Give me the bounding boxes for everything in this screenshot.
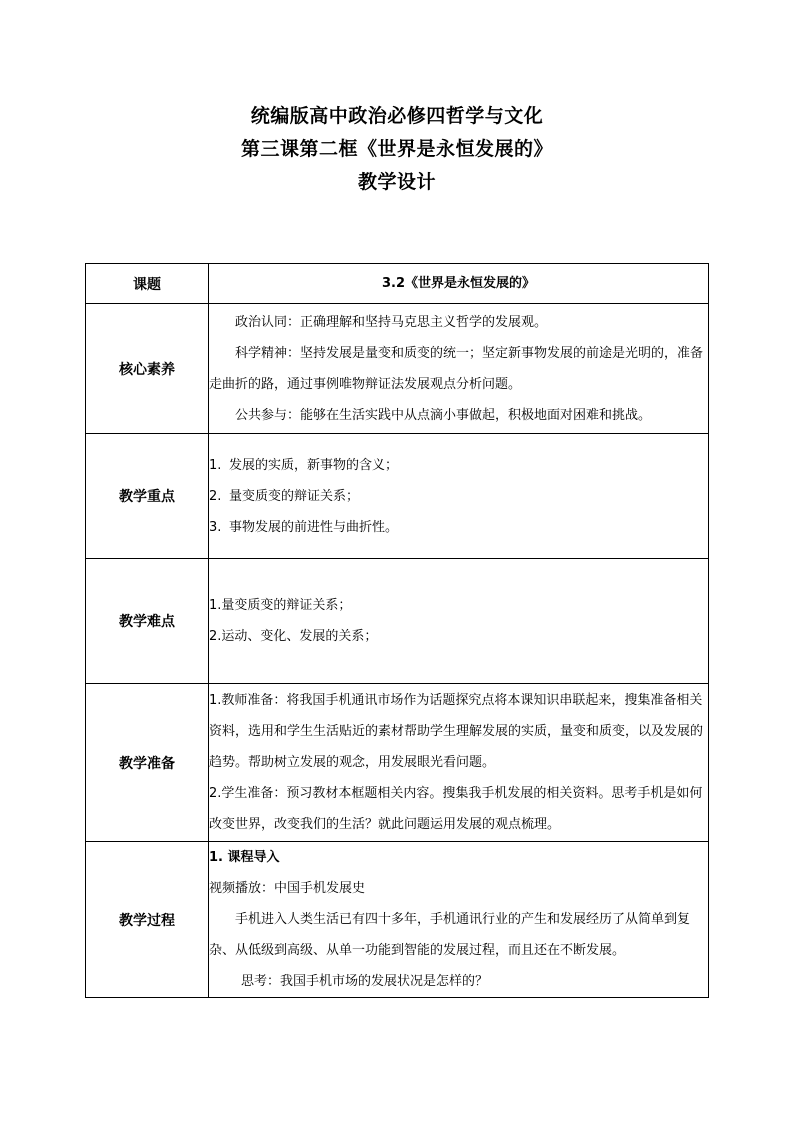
label-key-points: 教学重点 bbox=[86, 434, 209, 559]
row-process bbox=[86, 842, 709, 998]
row-key-points bbox=[86, 434, 709, 559]
key-point-item: 2. 量变质变的辩证关系； bbox=[209, 488, 360, 504]
preparation-content bbox=[209, 684, 709, 842]
process-question: 思考：我国手机市场的发展状况是怎样的？ bbox=[241, 974, 489, 989]
core-literacy-science: 科学精神：坚持发展是量变和质变的统一；坚定新事物发展的前途是光明的，准备走曲折的路，通过事例唯物辩证法发展观点分析问题。 bbox=[209, 345, 704, 392]
preparation-teacher: 1.教师准备：将我国手机通讯市场作为话题探究点将本课知识串联起来，搜集准备相关资料，选用和学生生活贴近的素材帮助学生理解发展的实质，量变和质变，以及发展的趋势。帮助树立发展的观念，用发展眼光看问题。 bbox=[209, 693, 704, 770]
title-line-3: 教学设计 bbox=[357, 171, 436, 193]
row-core-literacy bbox=[86, 304, 709, 434]
process-video: 视频播放：中国手机发展史 bbox=[209, 881, 366, 896]
process-body: 手机进入人类生活已有四十多年，手机通讯行业的产生和发展经历了从简单到复杂、从低级到高级、从单一功能到智能的发展过程，而且还在不断发展。 bbox=[209, 912, 691, 958]
row-topic bbox=[86, 264, 709, 304]
core-literacy-content bbox=[209, 304, 709, 434]
core-literacy-political: 政治认同：正确理解和坚持马克思主义哲学的发展观。 bbox=[235, 314, 548, 330]
row-difficulties bbox=[86, 559, 709, 684]
process-section-title: 1. 课程导入 bbox=[209, 850, 280, 865]
process-content bbox=[209, 842, 709, 998]
label-process: 教学过程 bbox=[86, 842, 209, 998]
core-literacy-public: 公共参与：能够在生活实践中从点滴小事做起，积极地面对困难和挑战。 bbox=[235, 407, 652, 423]
title-line-1: 统编版高中政治必修四哲学与文化 bbox=[250, 105, 544, 127]
key-point-item: 1. 发展的实质，新事物的含义； bbox=[209, 457, 399, 473]
key-points-content bbox=[209, 434, 709, 559]
label-difficulties: 教学难点 bbox=[86, 559, 209, 684]
difficulty-item: 2.运动、变化、发展的关系； bbox=[209, 629, 378, 644]
label-preparation: 教学准备 bbox=[86, 684, 209, 842]
label-core-literacy: 核心素养 bbox=[86, 304, 209, 434]
preparation-student: 2.学生准备：预习教材本框题相关内容。搜集我手机发展的相关资料。思考手机是如何改变世界，改变我们的生活？就此问题运用发展的观点梳理。 bbox=[209, 786, 703, 832]
document-title bbox=[0, 100, 794, 199]
difficulties-content bbox=[209, 559, 709, 684]
lesson-plan-table bbox=[85, 263, 709, 998]
row-preparation bbox=[86, 684, 709, 842]
topic-value: 3.2《世界是永恒发展的》 bbox=[209, 264, 709, 304]
label-topic: 课题 bbox=[86, 264, 209, 304]
title-line-2: 第三课第二框《世界是永恒发展的》 bbox=[240, 138, 553, 160]
difficulty-item: 1.量变质变的辩证关系； bbox=[209, 598, 352, 613]
key-point-item: 3. 事物发展的前进性与曲折性。 bbox=[209, 519, 399, 535]
